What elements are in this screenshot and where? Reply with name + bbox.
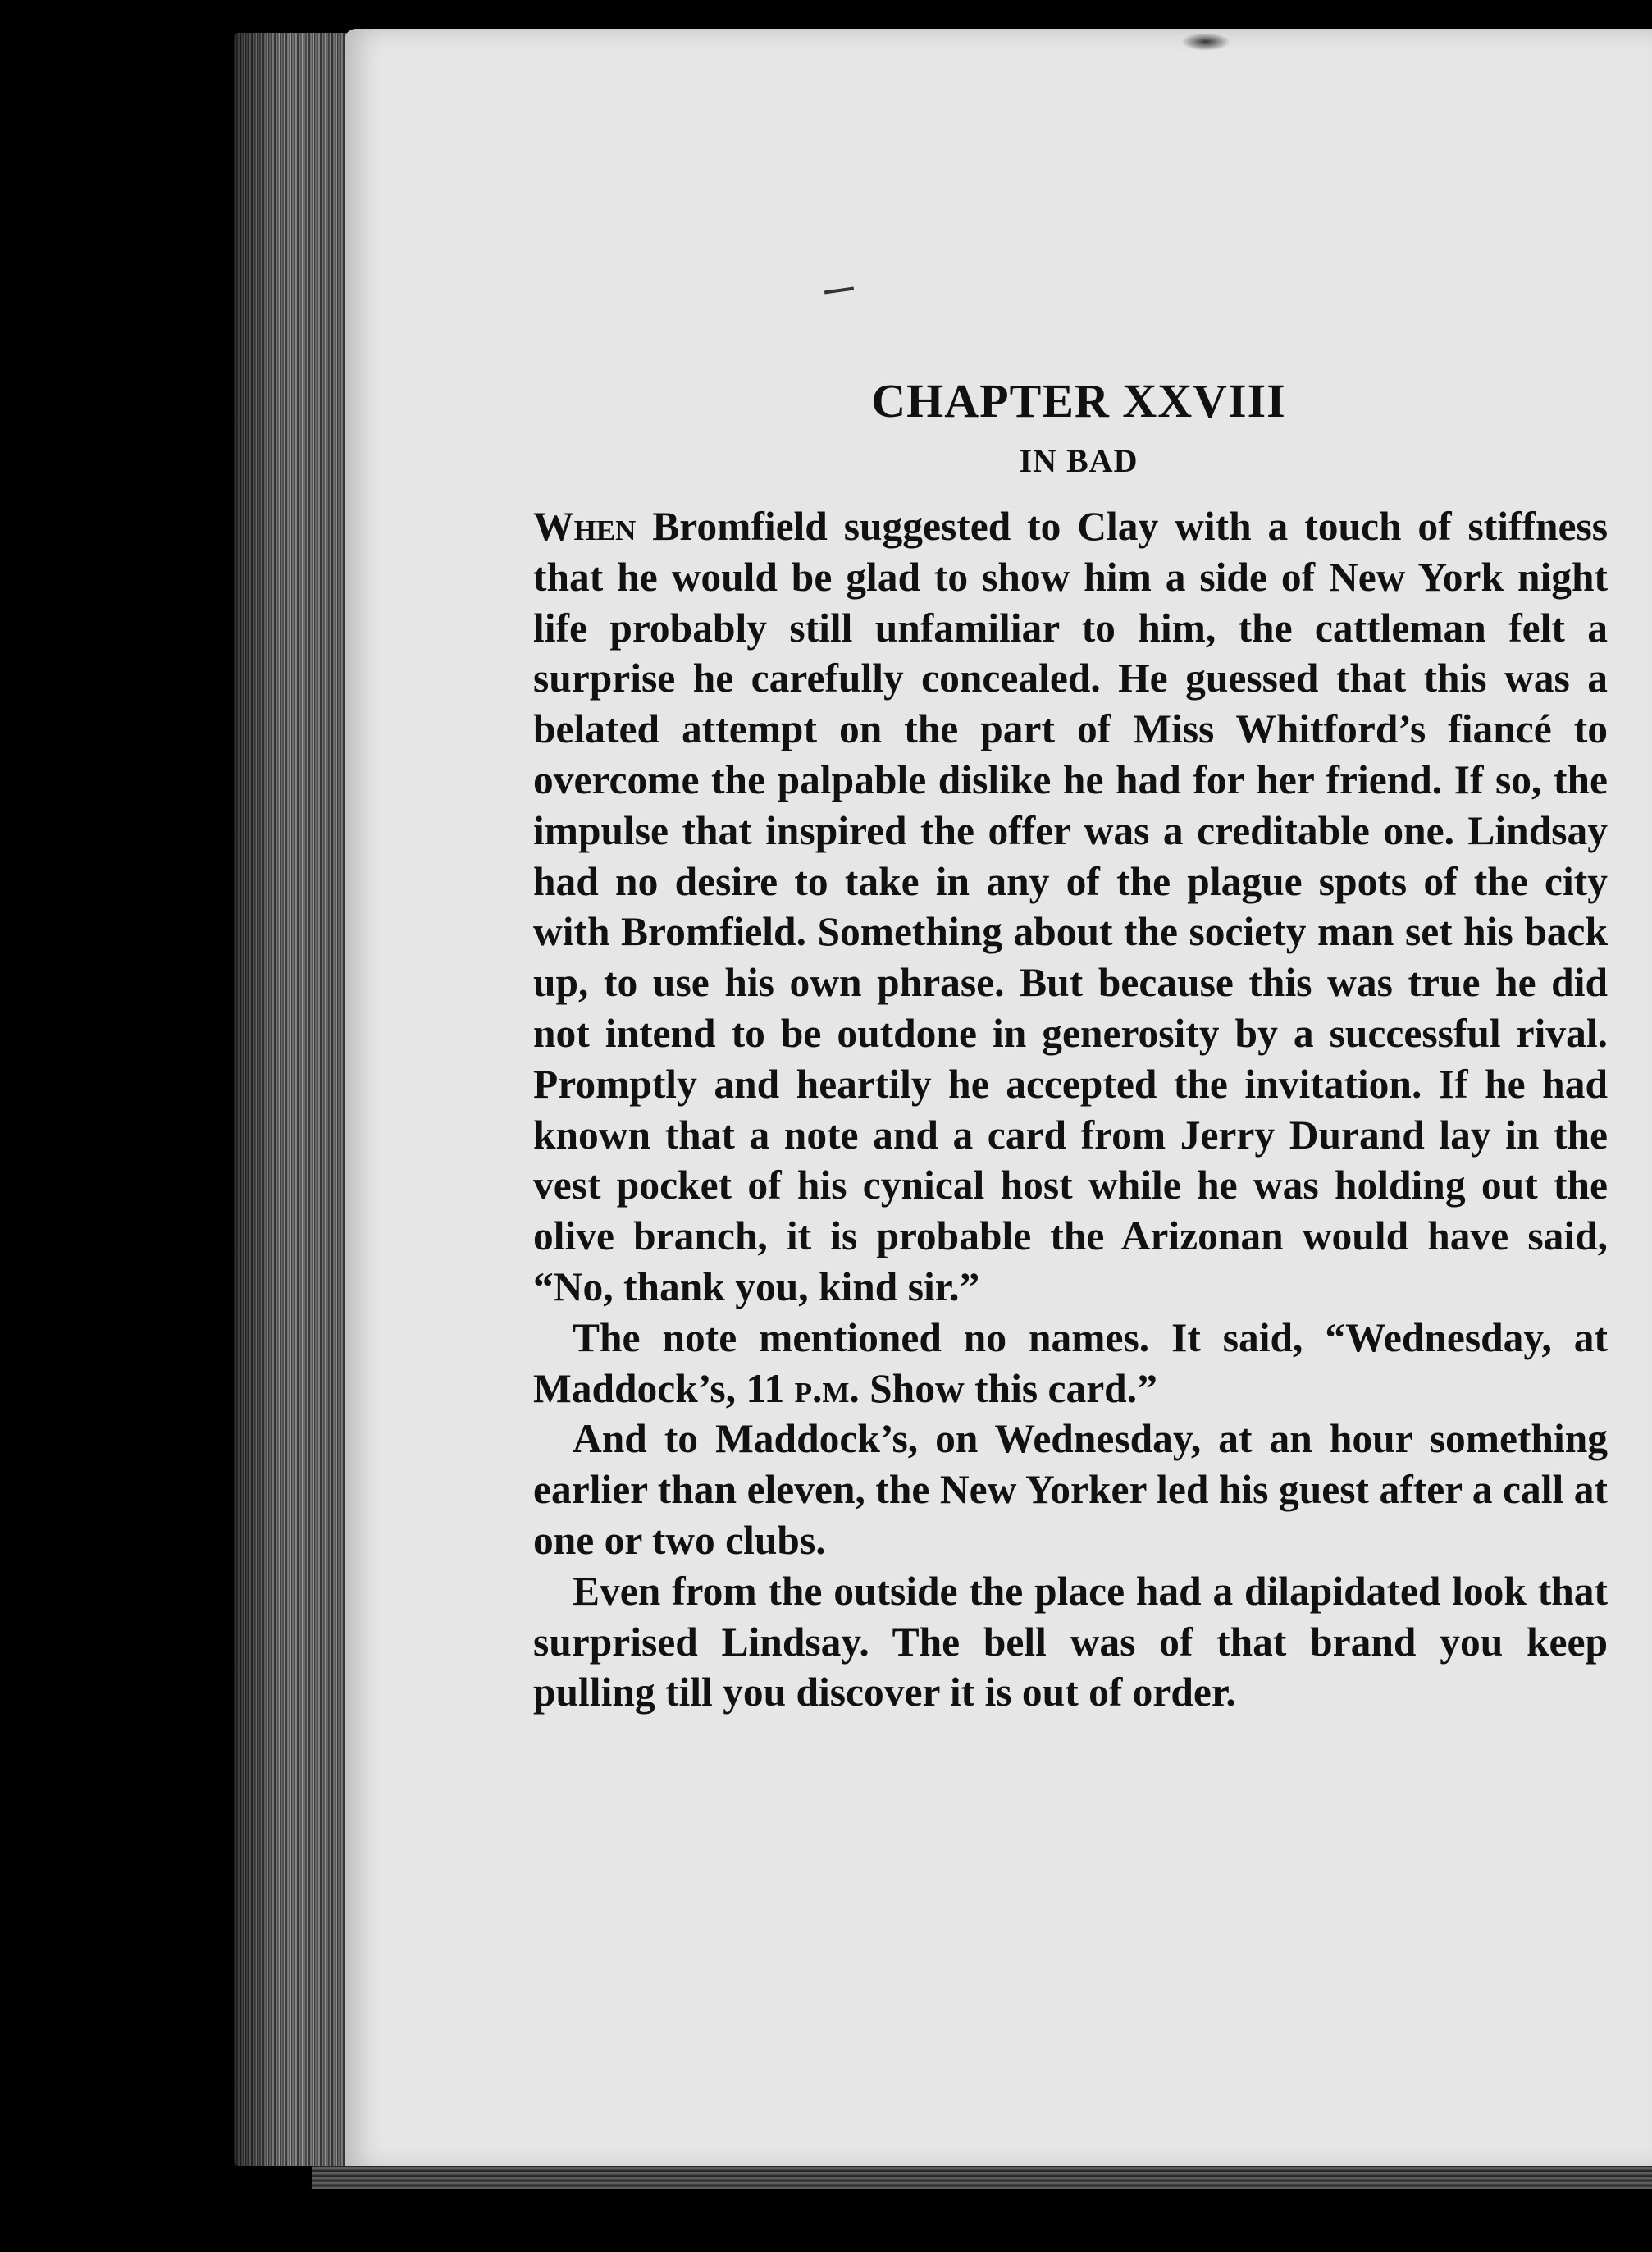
text-block xyxy=(533,373,1608,1718)
paragraph-3: And to Maddock’s, on Wednesday, at an hour something earlier than eleven, the New Yorker led his guest after a call at one or two clubs. xyxy=(533,1416,1608,1563)
page-bottom-edge xyxy=(312,2166,1652,2189)
paragraph-2-text-before: The note mentioned no names. It said, “Wednesday, at Maddock’s, 11 xyxy=(533,1314,1608,1411)
time-abbreviation: p.m. xyxy=(794,1365,860,1411)
paragraph-1-text: Bromfield suggested to Clay with a touch of stiffness that he would be glad to show him a side of New York night life probably still unfamiliar to him, the cattleman felt a surprise he carefully concealed. He guessed that this was a belated attempt on the part of Miss Whitford’s fiancé to overcome the palpable dislike he had for her friend. If so, the impulse that inspired the offer was a creditable one. Lindsay had no desire to take in any of the plague spots of the city with Bromfield. Something about the society man set his back up, to use his own phrase. But because this was true he did not intend to be outdone in generosity by a successful rival. Promptly and heartily he accepted the invitation. If he had known that a note and a card from Jerry Durand lay in the vest pocket of his cynical host while he was holding out the olive branch, it is probable the Arizonan would have said, “No, thank you, kind sir.” xyxy=(533,504,1608,1309)
chapter-title: CHAPTER XXVIII xyxy=(871,374,1286,427)
scan-smudge xyxy=(1181,33,1230,51)
paragraph-2 xyxy=(533,1313,1608,1414)
paragraph-1 xyxy=(533,501,1608,1313)
lead-word: When xyxy=(533,504,637,549)
paragraph-4: Even from the outside the place had a dilapidated look that surprised Lindsay. The bell was of that brand you keep pulling till you discover it is out of order. xyxy=(533,1568,1608,1715)
paragraph-2-text-after: Show this card.” xyxy=(859,1365,1157,1411)
page-edges xyxy=(234,33,357,2166)
chapter-subtitle: IN BAD xyxy=(1019,442,1139,479)
